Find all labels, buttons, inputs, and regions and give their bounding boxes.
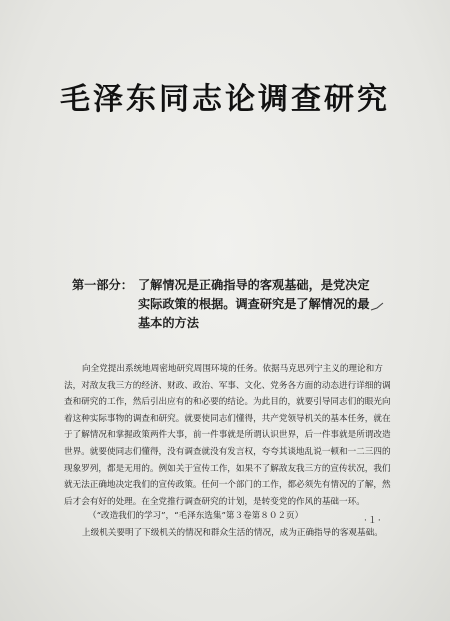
body-line: 现象罗列，都是无用的。例如关于宣传工作，如果不了解敌友我三方的宣传状况，我们 xyxy=(64,463,391,474)
part-heading-line: 了解情况是正确指导的客观基础，是党决定 xyxy=(138,278,370,292)
body-line-last: 上级机关要明了下级机关的情况和群众生活的情况，成为正确指导的客观基础。 xyxy=(82,528,383,538)
citation: （“改造我们的学习”，“毛泽东选集”第３卷第８０２页） xyxy=(88,511,304,521)
part-heading-line: 基本的方法 xyxy=(138,316,199,330)
body-line: 世界。就要使同志们懂得，没有调查就没有发言权，夸夸其谈地乱说一顿和一二三四的 xyxy=(64,446,391,457)
body-paragraph xyxy=(64,361,404,510)
body-line: 于了解情况和掌握政策两件大事，前一件事就是所谓认识世界，后一件事就是所谓改造 xyxy=(64,430,391,441)
part-label: 第一部分： xyxy=(72,278,133,292)
body-line: 就无法正确地决定我们的宣传政策。任何一个部门的工作，都必须先有情况的了解，然 xyxy=(64,480,391,491)
part-heading-text xyxy=(138,276,408,333)
page-number: ·１· xyxy=(364,516,382,526)
part-heading-line: 实际政策的根据。调查研究是了解情况的最 xyxy=(138,297,370,311)
body-line: 着这种实际事物的调查和研究。就要使同志们懂得，共产党领导机关的基本任务，就在 xyxy=(64,413,391,424)
pen-mark xyxy=(370,302,384,312)
body-line: 查和研究的工作，然后引出应有的和必要的结论。为此目的，就要引导同志们的眼光向 xyxy=(64,397,391,408)
document-title: 毛泽东同志论调查研究 xyxy=(60,82,390,117)
body-line: 法，对敌友我三方的经济、财政、政治、军事、文化、党务各方面的动态进行详细的调 xyxy=(64,380,391,391)
body-line: 向全党提出系统地周密地研究周围环境的任务。依据马克思列宁主义的理论和方 xyxy=(82,364,383,374)
body-line: 后才会有好的处理。在全党推行调查研究的计划，是转变党的作风的基础一环。 xyxy=(64,496,365,507)
